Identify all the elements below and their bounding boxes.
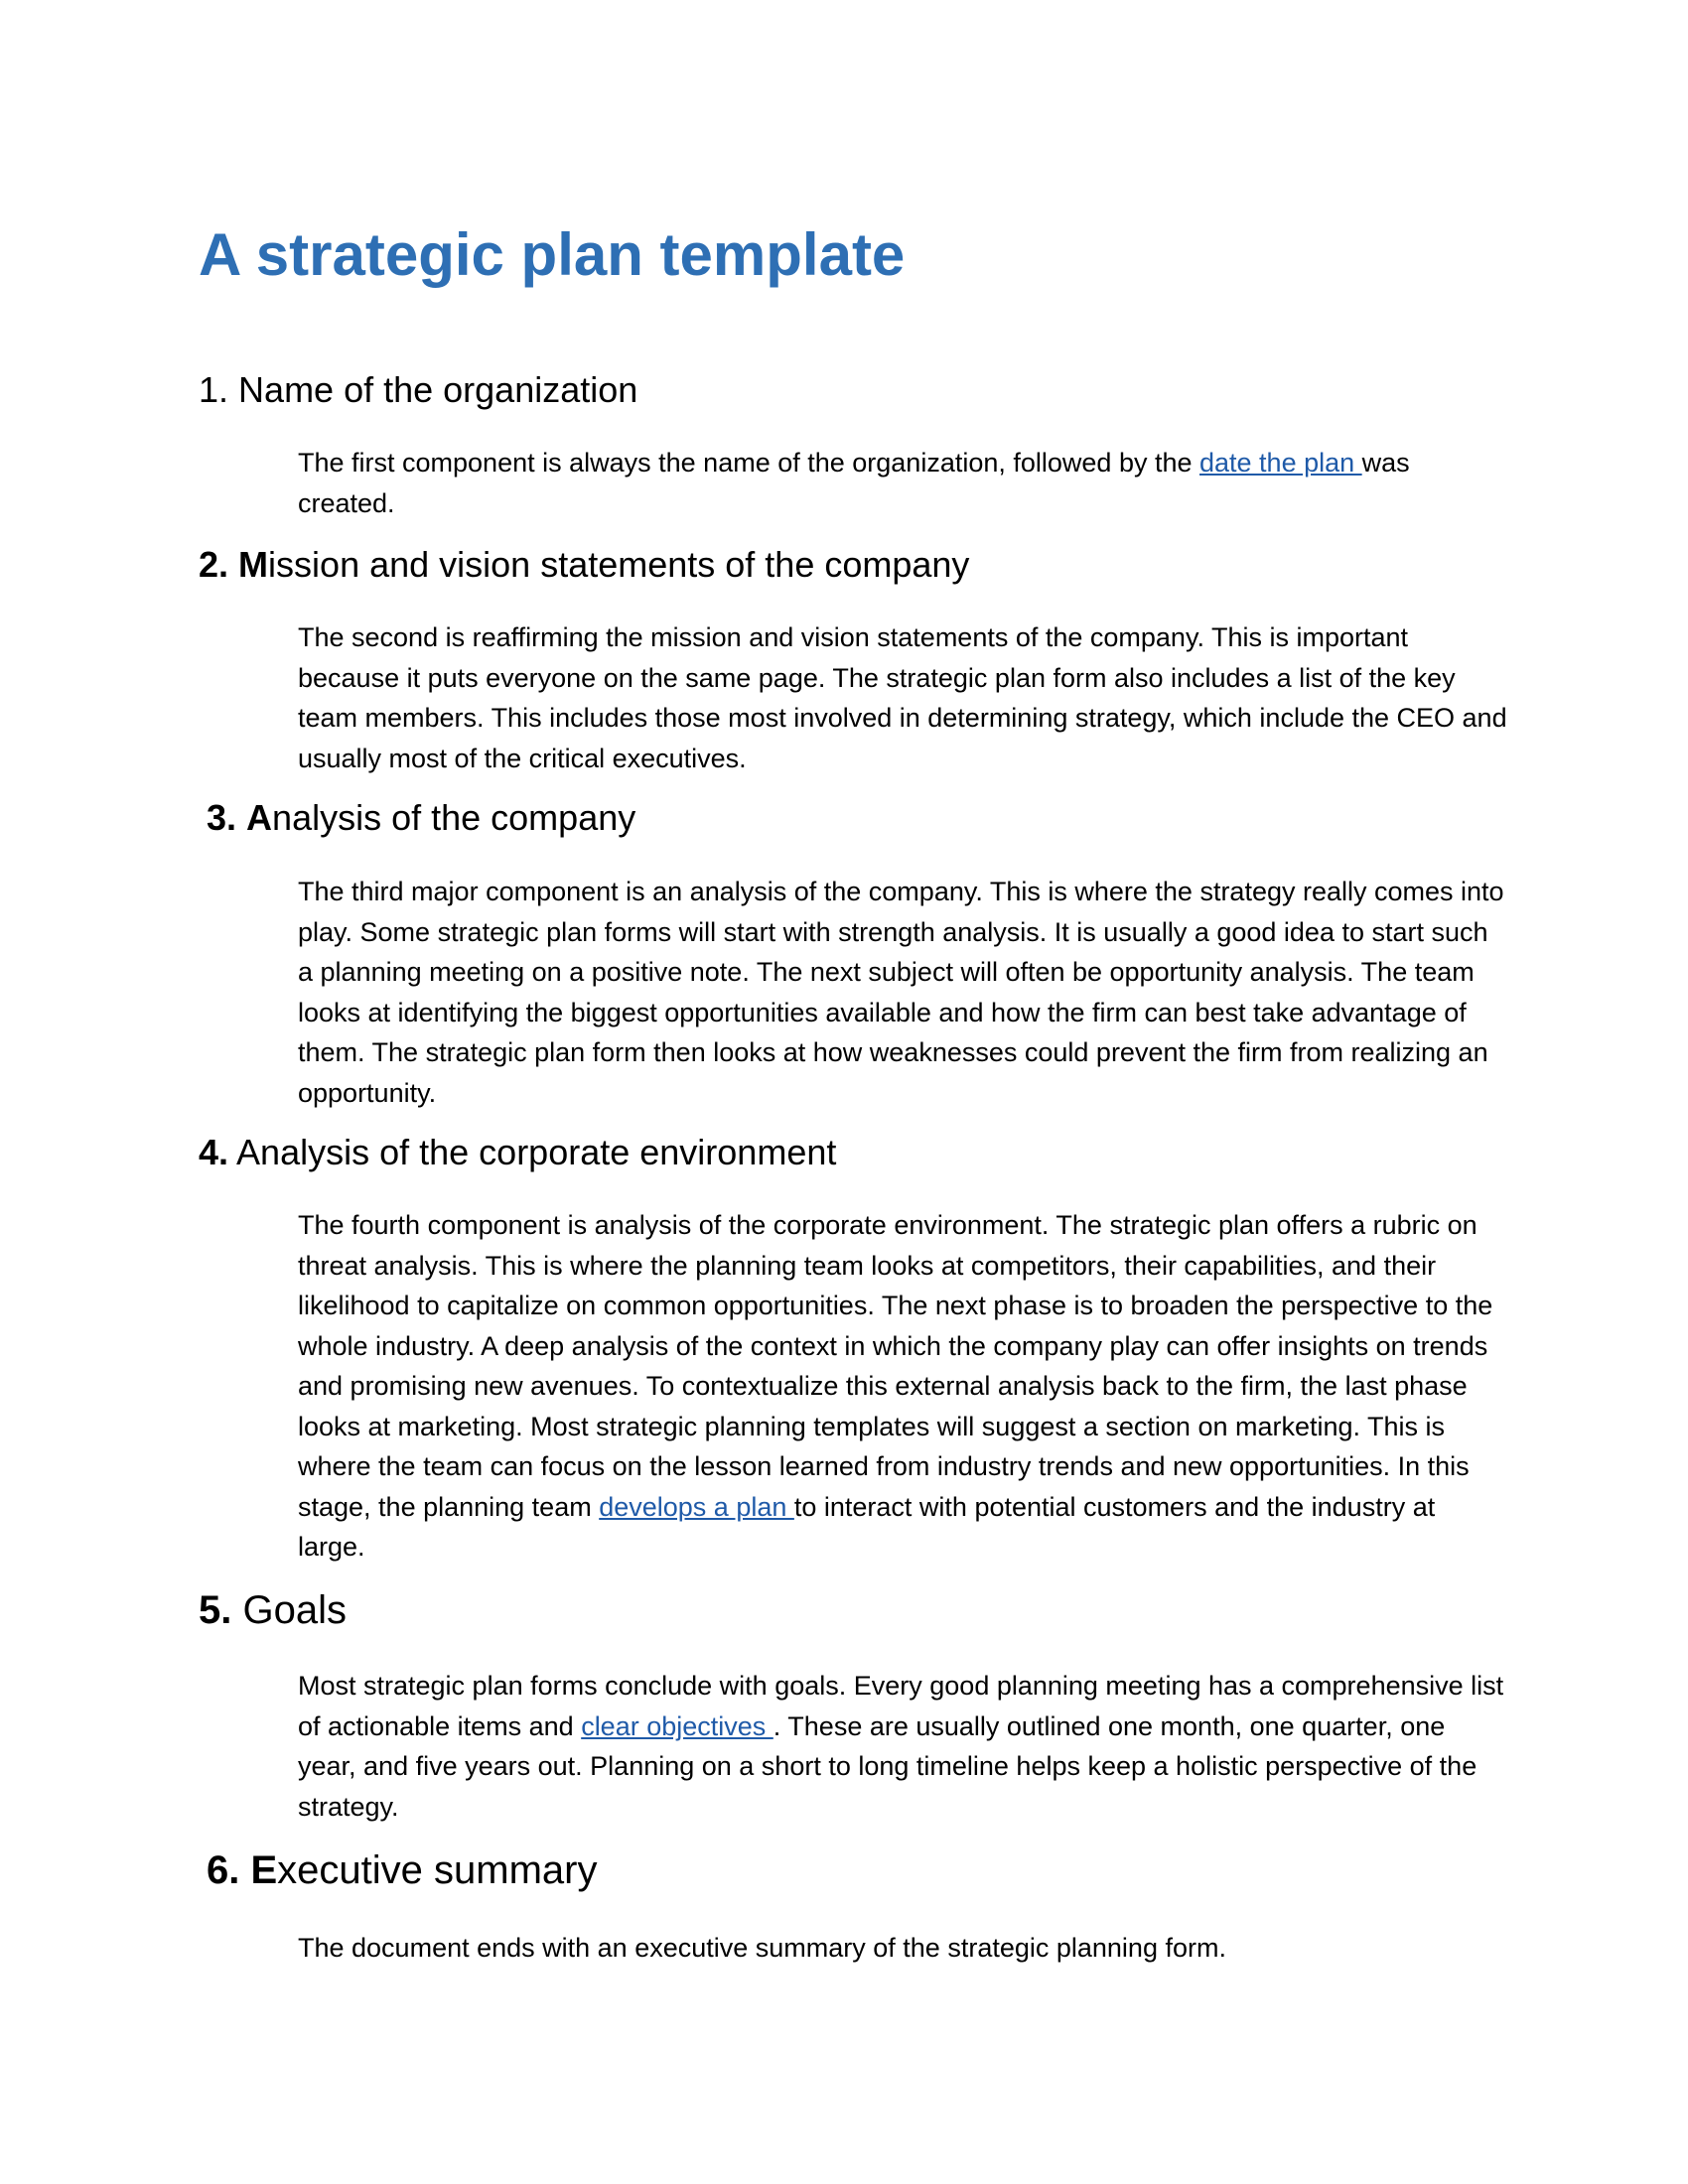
section-6-title: xecutive summary [277, 1848, 598, 1892]
section-1-heading [199, 369, 637, 411]
section-5-text-before: Most strategic plan forms conclude with goals. Every good planning meeting has a comprehensive list of actionable items and [298, 1671, 1504, 1741]
section-4-text-before: The fourth component is analysis of the corporate environment. The strategic plan offers a rubric on threat analysis. This is where the planning team looks at competitors, their capabilities, and their likelihood to capitalize on common opportunities. The next phase is to broaden the perspective to the whole industry. A deep analysis of the context in which the company play can offer insights on trends and promising new avenues. To contextualize this external analysis back to the firm, the last phase looks at marketing. Most strategic planning templates will suggest a section on marketing. This is where the team can focus on the lesson learned from industry trends and new opportunities. In this stage, the planning team [298, 1210, 1493, 1522]
section-6-initial: E [250, 1848, 278, 1892]
section-3-number: 3. [207, 797, 237, 838]
section-3-paragraph: The third major component is an analysis of the company. This is where the strategy really comes into play. Some strategic plan forms will start with strength analysis. It is usually a good idea to start such a planning meeting on a positive note. The next subject will often be opportunity analysis. The team looks at identifying the biggest opportunities available and how the firm can best take advantage of them. The strategic plan form then looks at how weaknesses could prevent the firm from realizing an opportunity. [298, 877, 1504, 1108]
section-1-text-before: The first component is always the name of the organization, followed by the [298, 448, 1199, 478]
section-4-paragraph [298, 1205, 1509, 1568]
section-6-number: 6. [207, 1848, 240, 1892]
section-4-heading [199, 1132, 836, 1173]
section-4-title: Analysis of the corporate environment [236, 1132, 837, 1172]
section-5-number: 5. [199, 1588, 232, 1632]
clear-objectives-link[interactable]: clear objectives [581, 1710, 774, 1741]
develops-a-plan-link[interactable]: develops a plan [599, 1491, 794, 1522]
section-3-initial: A [246, 797, 273, 838]
section-3-heading [207, 797, 635, 839]
section-2-paragraph: The second is reaffirming the mission and vision statements of the company. This is important because it puts everyone on the same page. The strategic plan form also includes a list of the key team members. This includes those most involved in determining strategy, which include the CEO and usually most of the critical executives. [298, 622, 1507, 773]
section-4-number: 4. [199, 1132, 229, 1172]
section-1-paragraph [298, 443, 1509, 523]
section-5-title: Goals [242, 1588, 347, 1632]
section-1-number: 1. [199, 369, 229, 410]
section-2-number: 2. [199, 544, 229, 585]
section-5-paragraph [298, 1666, 1509, 1827]
section-5-text-after: . These are usually outlined one month, one quarter, one year, and five years out. Planning on a short to long timeline helps keep a holistic perspective of the strategy. [298, 1710, 1477, 1822]
section-2-heading [199, 544, 969, 586]
section-2-title: ission and vision statements of the company [268, 544, 970, 585]
section-3-title: nalysis of the company [272, 797, 636, 838]
section-1-title: Name of the organization [238, 369, 638, 410]
section-2-initial: M [238, 544, 269, 585]
date-the-plan-link[interactable]: date the plan [1199, 448, 1362, 478]
document-title: A strategic plan template [199, 221, 906, 288]
section-4-text-after: to interact with potential customers and the industry at large. [298, 1491, 1436, 1562]
section-6-paragraph: The document ends with an executive summary of the strategic planning form. [298, 1933, 1226, 1963]
section-6-heading [207, 1848, 597, 1893]
section-1-text-after: was created. [298, 448, 1410, 518]
section-5-heading [199, 1588, 347, 1633]
